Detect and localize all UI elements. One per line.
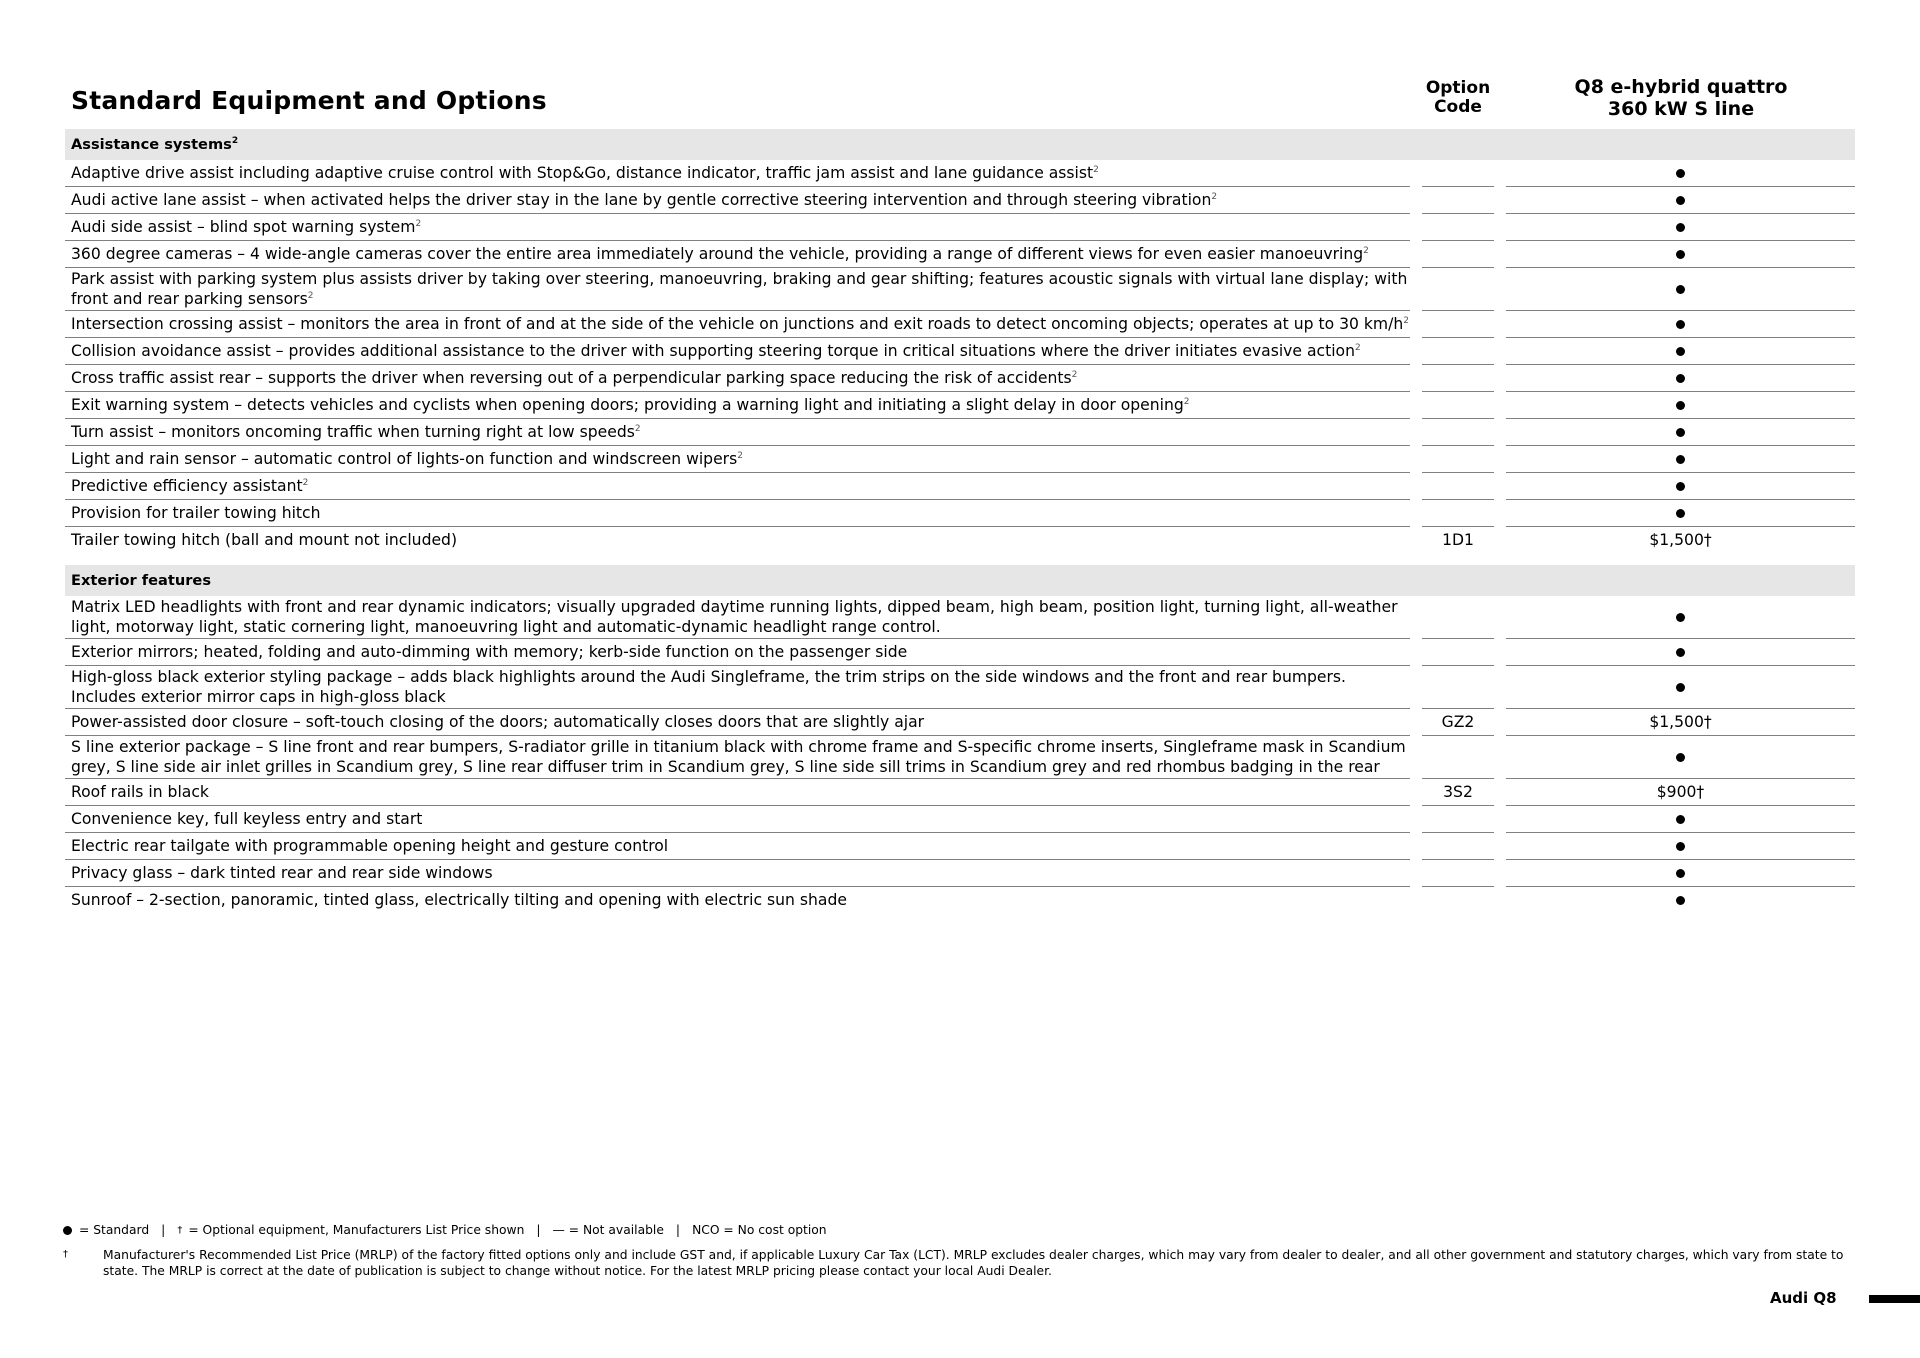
feature-text: Electric rear tailgate with programmable opening height and gesture control [71,837,669,855]
feature-text: Predictive efficiency assistant [71,477,303,495]
model-value [1506,187,1855,214]
feature-text: Light and rain sensor – automatic control of lights-on function and windscreen wipers [71,450,738,468]
standard-dot-icon [1676,896,1685,905]
feature-description [65,527,1410,554]
column-gap [1410,833,1422,860]
standard-dot-icon [1676,683,1685,692]
footnote-marker: 2 [302,478,309,488]
page-title: Standard Equipment and Options [71,86,547,115]
column-gap [1410,187,1422,214]
footnote-marker: 2 [1354,343,1361,353]
column-gap [1494,639,1506,666]
feature-text: Sunroof – 2-section, panoramic, tinted glass, electrically tilting and opening with electric sun shade [71,891,847,909]
model-value [1506,779,1855,806]
model-value [1506,392,1855,419]
feature-description [65,736,1410,779]
table-row [65,639,1855,666]
model-value [1506,666,1855,709]
option-code [1422,887,1494,914]
model-value [1506,311,1855,338]
column-gap [1410,860,1422,887]
column-gap [1494,419,1506,446]
feature-description [65,860,1410,887]
disclaimer-mark: † [63,1249,68,1260]
option-code [1422,187,1494,214]
model-value [1506,833,1855,860]
footnote-marker: 2 [1071,370,1078,380]
feature-description [65,779,1410,806]
feature-description [65,666,1410,709]
option-code [1422,473,1494,500]
feature-text: Park assist with parking system plus assists driver by taking over steering, manoeuvring, braking and gear shifting; features acoustic signals with virtual lane display; with front and rear parking sensors [71,270,1408,308]
table-row [65,268,1855,311]
model-value [1506,268,1855,311]
column-gap [1410,268,1422,311]
feature-description [65,338,1410,365]
feature-text: Cross traffic assist rear – supports the driver when reversing out of a perpendicular parking space reducing the risk of accidents [71,369,1072,387]
standard-dot-icon [1676,869,1685,878]
column-gap [1494,500,1506,527]
option-price: $900† [1656,783,1705,801]
option-code [1422,500,1494,527]
table-row [65,500,1855,527]
column-gap [1410,500,1422,527]
standard-dot-icon [1676,842,1685,851]
standard-dot-icon [1676,320,1685,329]
option-code: 3S2 [1422,779,1494,806]
standard-dot-icon [1676,428,1685,437]
model-value [1506,860,1855,887]
column-gap [1494,806,1506,833]
model-value [1506,596,1855,639]
column-gap [1494,241,1506,268]
column-gap [1410,446,1422,473]
equipment-table-body [65,129,1855,913]
option-code-header-line1: Option [1425,78,1491,98]
disclaimer-text: Manufacturer's Recommended List Price (MRLP) of the factory fitted options only and include GST and, if applicable Luxury Car Tax (LCT). MRLP excludes dealer charges, which may vary from dealer to dealer, and all other government and statutory charges, which vary from state to state. The MRLP is correct at the date of publication is subject to change without notice. For the latest MRLP pricing please contact your local Audi Dealer. [103,1248,1844,1278]
table-row [65,446,1855,473]
footnote-marker: 2 [1211,192,1218,202]
option-code [1422,392,1494,419]
table-row [65,214,1855,241]
column-gap [1410,338,1422,365]
feature-text: 360 degree cameras – 4 wide-angle cameras cover the entire area immediately around the vehicle, providing a range of different views for even easier manoeuvring [71,245,1364,263]
table-row [65,596,1855,639]
option-code [1422,365,1494,392]
feature-text: Audi side assist – blind spot warning system [71,218,416,236]
legend-standard: = Standard [79,1223,150,1237]
standard-dot-icon [1676,196,1685,205]
model-value [1506,806,1855,833]
table-row [65,779,1855,806]
footnote-marker: 2 [307,291,314,301]
option-code: 1D1 [1442,531,1474,549]
column-gap [1410,241,1422,268]
standard-dot-icon [1676,648,1685,657]
column-gap [1494,187,1506,214]
feature-text: Turn assist – monitors oncoming traffic when turning right at low speeds [71,423,635,441]
column-gap [1410,709,1422,736]
model-value [1506,473,1855,500]
feature-text: Adaptive drive assist including adaptive cruise control with Stop&Go, distance indicator, traffic jam assist and lane guidance assist [71,164,1094,182]
feature-text: High-gloss black exterior styling package – adds black highlights around the Audi Singleframe, the trim strips on the side windows and the front and rear bumpers. Includes exterior mirror caps in high-gloss black [71,668,1347,706]
section-header [65,129,1855,160]
section-label-text: Assistance systems [71,135,232,153]
feature-description [65,187,1410,214]
table-row [65,365,1855,392]
standard-dot-icon [1676,401,1685,410]
column-gap [1410,527,1422,554]
option-code [1422,311,1494,338]
column-gap [1494,214,1506,241]
model-header [1506,76,1856,120]
column-gap [1410,392,1422,419]
feature-text: Exterior mirrors; heated, folding and auto-dimming with memory; kerb-side function on the passenger side [71,643,908,661]
feature-text: Trailer towing hitch (ball and mount not included) [71,531,458,549]
model-header-line1: Q8 e-hybrid quattro [1574,76,1788,98]
model-value [1506,736,1855,779]
footnote-marker: 2 [231,135,239,146]
feature-text: Matrix LED headlights with front and rear dynamic indicators; visually upgraded daytime running lights, dipped beam, high beam, position light, turning light, all-weather light, motorway light, static cornering light, manoeuvring light and automatic-dynamic headlight range control. [71,598,1398,636]
legend-separator: | [536,1223,541,1237]
option-code [1422,338,1494,365]
table-row [65,187,1855,214]
column-gap [1494,527,1506,554]
standard-dot-icon [1676,613,1685,622]
legend-optional-mark: † [177,1224,183,1236]
table-row [65,527,1855,554]
standard-dot-icon [1676,169,1685,178]
option-price: $1,500† [1649,531,1712,549]
feature-description [65,596,1410,639]
column-gap [1410,311,1422,338]
option-code [1422,860,1494,887]
model-value [1506,887,1855,914]
feature-description [65,214,1410,241]
model-header-line2: 360 kW S line [1607,98,1755,120]
option-code: GZ2 [1422,709,1494,736]
table-row [65,392,1855,419]
section-label-text: Exterior features [71,571,212,589]
option-code-header [1413,79,1503,117]
footnote-marker: 2 [1363,246,1369,256]
option-code [1422,268,1494,311]
option-code-header-line2: Code [1434,97,1482,117]
feature-description [65,639,1410,666]
feature-description [65,446,1410,473]
option-code [1422,241,1494,268]
column-gap [1410,779,1422,806]
option-code [1422,639,1494,666]
feature-text: Privacy glass – dark tinted rear and rear side windows [71,864,493,882]
model-value [1506,214,1855,241]
table-row [65,311,1855,338]
feature-description [65,160,1410,187]
option-code [1422,596,1494,639]
column-gap [1494,268,1506,311]
section-label [65,129,1855,160]
column-gap [1410,214,1422,241]
model-value [1506,365,1855,392]
standard-dot-icon [1676,509,1685,518]
feature-text: S line exterior package – S line front and rear bumpers, S-radiator grille in titanium black with chrome frame and S-specific chrome inserts, Singleframe mask in Scandium grey, S line side air inlet grilles in Scandium grey, S line rear diffuser trim in Scandium grey, S line side sill trims in Scandium grey and red rhombus badging in the rear [71,738,1406,776]
footnote-marker: 2 [634,424,641,434]
column-gap [1410,736,1422,779]
option-code [1422,736,1494,779]
standard-dot-icon [1676,285,1685,294]
option-code [1422,214,1494,241]
footer-brand: Audi Q8 [1770,1289,1837,1307]
column-gap [1410,806,1422,833]
standard-dot-icon [1676,753,1685,762]
column-gap [1410,160,1422,187]
model-value [1506,709,1855,736]
column-gap [1410,419,1422,446]
feature-description [65,419,1410,446]
feature-text: Roof rails in black [71,783,209,801]
table-row [65,709,1855,736]
column-gap [1410,887,1422,914]
feature-description [65,887,1410,914]
section-spacer [65,553,1855,565]
feature-text: Intersection crossing assist – monitors the area in front of and at the side of the vehicle on junctions and exit roads to detect oncoming objects; operates at up to 30 km/h [71,315,1404,333]
feature-description [65,500,1410,527]
feature-description [65,268,1410,311]
column-gap [1494,736,1506,779]
footnote-marker: 2 [1093,165,1099,175]
column-gap [1494,160,1506,187]
option-code [1422,419,1494,446]
table-row [65,860,1855,887]
column-gap [1494,860,1506,887]
feature-description [65,833,1410,860]
column-gap [1410,365,1422,392]
model-value [1506,500,1855,527]
option-code [1422,160,1494,187]
feature-text: Audi active lane assist – when activated helps the driver stay in the lane by gentle corrective steering intervention and through steering vibration [71,191,1212,209]
table-row [65,241,1855,268]
option-code [1422,806,1494,833]
footer-brand-bar [1869,1295,1920,1303]
column-gap [1494,311,1506,338]
option-code [1422,446,1494,473]
model-value [1506,338,1855,365]
disclaimer [63,1247,1863,1279]
legend-not-available: — = Not available [552,1223,664,1237]
standard-dot-icon [1676,347,1685,356]
standard-dot-icon [1676,250,1685,259]
feature-text: Collision avoidance assist – provides additional assistance to the driver with supporting steering torque in critical situations where the driver initiates evasive action [71,342,1355,360]
standard-dot-icon [1676,815,1685,824]
feature-description [65,311,1410,338]
standard-dot-icon [1676,223,1685,232]
footnote-marker: 2 [415,219,422,229]
footnote-marker: 2 [737,451,743,461]
model-value [1506,419,1855,446]
column-gap [1494,833,1506,860]
legend-nco: NCO = No cost option [692,1223,827,1237]
table-row [65,666,1855,709]
equipment-table [65,129,1855,913]
table-row [65,887,1855,914]
footnote-marker: 2 [1403,316,1409,326]
column-gap [1494,446,1506,473]
feature-text: Power-assisted door closure – soft-touch closing of the doors; automatically closes doors that are slightly ajar [71,713,925,731]
feature-text: Provision for trailer towing hitch [71,504,321,522]
table-row [65,736,1855,779]
column-gap [1494,666,1506,709]
feature-text: Exit warning system – detects vehicles and cyclists when opening doors; providing a warning light and initiating a slight delay in door opening [71,396,1184,414]
option-code [1422,833,1494,860]
table-row [65,473,1855,500]
section-header [65,565,1855,596]
feature-description [65,365,1410,392]
table-row [65,160,1855,187]
standard-dot-icon [1676,455,1685,464]
legend-separator: | [675,1223,681,1237]
column-gap [1494,779,1506,806]
option-price: $1,500† [1649,713,1712,731]
column-gap [1410,473,1422,500]
column-gap [1494,338,1506,365]
column-gap [1410,639,1422,666]
legend-optional: = Optional equipment, Manufacturers List Price shown [188,1223,525,1237]
legend-separator: | [161,1223,166,1237]
legend [63,1223,827,1237]
model-value [1506,446,1855,473]
feature-description [65,241,1410,268]
footnote-marker: 2 [1183,397,1190,407]
column-gap [1494,887,1506,914]
option-code [1422,666,1494,709]
table-row [65,338,1855,365]
table-row [65,806,1855,833]
column-gap [1410,596,1422,639]
section-label [65,565,1855,596]
column-gap [1494,596,1506,639]
standard-dot-icon [63,1226,72,1235]
column-gap [1494,709,1506,736]
feature-description [65,392,1410,419]
table-row [65,419,1855,446]
feature-description [65,806,1410,833]
feature-text: Convenience key, full keyless entry and start [71,810,423,828]
standard-dot-icon [1676,374,1685,383]
column-gap [1494,473,1506,500]
column-gap [1410,666,1422,709]
model-value [1506,160,1855,187]
standard-dot-icon [1676,482,1685,491]
column-gap [1494,365,1506,392]
model-value [1506,241,1855,268]
column-gap [1494,392,1506,419]
feature-description [65,473,1410,500]
model-value [1506,527,1855,554]
feature-description [65,709,1410,736]
table-row [65,833,1855,860]
model-value [1506,639,1855,666]
